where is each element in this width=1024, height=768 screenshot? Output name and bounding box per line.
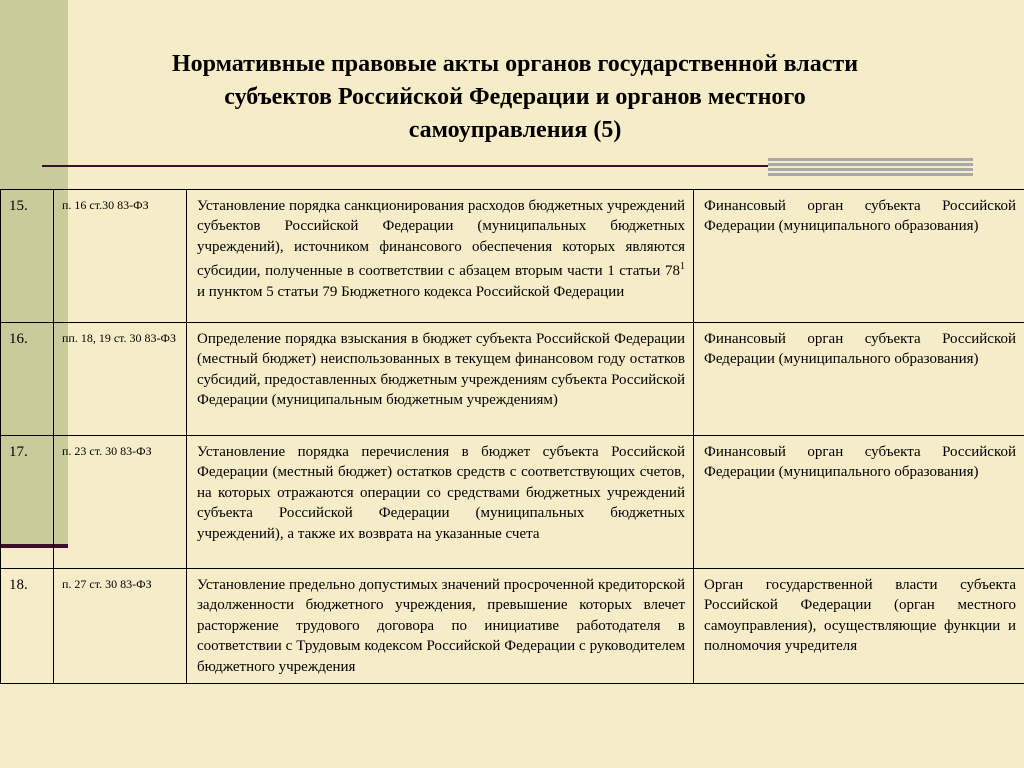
responsible-body: Финансовый орган субъекта Российской Федерации (муниципального образования) xyxy=(694,190,1024,323)
row-number: 17. xyxy=(1,436,54,569)
responsible-body: Финансовый орган субъекта Российской Федерации (муниципального образования) xyxy=(694,323,1024,436)
row-number: 15. xyxy=(1,190,54,323)
table-row xyxy=(1,569,1024,684)
title-line-3: самоуправления (5) xyxy=(408,117,622,143)
table-row xyxy=(1,436,1024,569)
responsible-body: Финансовый орган субъекта Российской Федерации (муниципального образования) xyxy=(694,436,1024,569)
law-reference: п. 23 ст. 30 83-ФЗ xyxy=(54,436,187,569)
act-description xyxy=(187,190,694,323)
act-description: Определение порядка взыскания в бюджет субъекта Российской Федерации (местный бюджет) неиспользованных в текущем финансовом году остатков субсидий, предоставленных бюджетным учреждениям субъекта Российской Федерации (муниципальным бюджетным учреждениям) xyxy=(187,323,694,436)
slide-title xyxy=(80,48,950,147)
act-description-tail: и пунктом 5 статьи 79 Бюджетного кодекса Российской Федерации xyxy=(197,283,625,300)
act-description: Установление порядка перечисления в бюджет субъекта Российской Федерации (местный бюджет) остатков средств с соответствующих счетов, на которых отражаются операции со средствами бюджетных учреждений субъекта Российской Федерации (муниципальных бюджетных учреждений), а также их возврата на указанные счета xyxy=(187,436,694,569)
table-row xyxy=(1,190,1024,323)
law-reference: п. 27 ст. 30 83-ФЗ xyxy=(54,569,187,684)
act-description: Установление предельно допустимых значений просроченной кредиторской задолженности бюджетного учреждения, превышение которых влечет расторжение трудового договора по инициативе работодателя в соответствии с Трудовым кодексом Российской Федерации с руководителем бюджетного учреждения xyxy=(187,569,694,684)
law-reference: п. 16 ст.30 83-ФЗ xyxy=(54,190,187,323)
title-line-2: субъектов Российской Федерации и органов местного xyxy=(224,84,806,110)
article-superscript: 1 xyxy=(680,261,685,273)
title-divider-stripes xyxy=(768,158,973,178)
row-number: 18. xyxy=(1,569,54,684)
law-reference: пп. 18, 19 ст. 30 83-ФЗ xyxy=(54,323,187,436)
title-line-1: Нормативные правовые акты органов государственной власти xyxy=(171,51,859,77)
row-number: 16. xyxy=(1,323,54,436)
responsible-body: Орган государственной власти субъекта Российской Федерации (орган местного самоуправления), осуществляющие функции и полномочия учредителя xyxy=(694,569,1024,684)
acts-table xyxy=(0,189,1024,684)
act-description-text: Установление порядка санкционирования расходов бюджетных учреждений субъектов Российской Федерации (муниципальных бюджетных учреждений), источником финансового обеспечения которых являются субсидии, полученные в соответствии с абзацем вторым части 1 статьи 78 xyxy=(197,198,685,280)
table-row xyxy=(1,323,1024,436)
